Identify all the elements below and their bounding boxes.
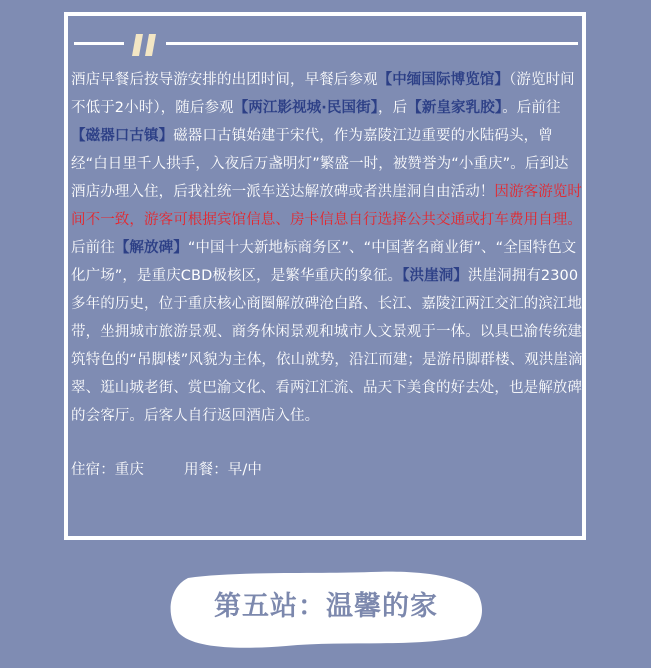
- banner-title: 第五站：温馨的家: [214, 591, 438, 622]
- divider-right: [166, 42, 578, 45]
- highlight-attraction: 【新皇家乳胶】: [407, 100, 503, 116]
- header-decoration: [66, 30, 584, 58]
- paragraph-2: [71, 234, 583, 430]
- text: （游览时间不低于2小时），随后参观: [71, 72, 575, 116]
- highlight-attraction: 【磁器口古镇】: [71, 128, 174, 144]
- highlight-attraction: 【解放碑】: [114, 240, 188, 256]
- highlight-attraction: 【中缅国际博览馆】: [377, 72, 510, 88]
- quote-icon: [130, 32, 160, 58]
- notice-text: 因游客游览时间不一致，游客可根据宾馆信息、房卡信息自行选择公共交通或打车费用自理。: [71, 184, 583, 228]
- text: 后前往: [71, 240, 115, 256]
- text: “中国十大新地标商务区”、“中国著名商业街”、“全国特色文化广场”，是重庆CBD极核区，是繁华重庆的象征。: [71, 240, 577, 284]
- stay-meals-line: [71, 456, 583, 484]
- text: 酒店早餐后按导游安排的出团时间，早餐后参观: [71, 72, 378, 88]
- stay-info: 住宿：重庆: [71, 462, 144, 478]
- text: 洪崖洞拥有2300多年的历史，位于重庆核心商圈解放碑沧白路、长江、嘉陵江两江交汇的滨江地带，坐拥城市旅游景观、商务休闲景观和城市人文景观于一体。以具巴渝传统建筑特色的“吊脚楼”风貌为主体，依山就势，沿江而建；是游吊脚群楼、观洪崖滴翠、逛山城老街、赏巴渝文化、看两江汇流、品天下美食的好去处，也是解放碑的会客厅。后客人自行返回酒店入住。: [71, 268, 583, 424]
- highlight-attraction: 【两江影视城·民国街】: [233, 100, 379, 116]
- highlight-attraction: 【洪崖洞】: [402, 268, 468, 284]
- text: 磁器口古镇始建于宋代，作为嘉陵江边重要的水陆码头，曾经“白日里千人拱手，入夜后万盏明灯”繁盛一时，被赞誉为“小重庆”。后到达酒店办理入住，后我社统一派车送达解放碑或者洪崖洞自由活动！: [71, 128, 569, 200]
- text: ，后: [378, 100, 408, 116]
- text: 。后前往: [502, 100, 561, 116]
- meals-info: 用餐：早/中: [184, 462, 262, 478]
- divider-left: [74, 42, 124, 45]
- paragraph-1: [71, 66, 583, 234]
- itinerary-text: [71, 66, 583, 484]
